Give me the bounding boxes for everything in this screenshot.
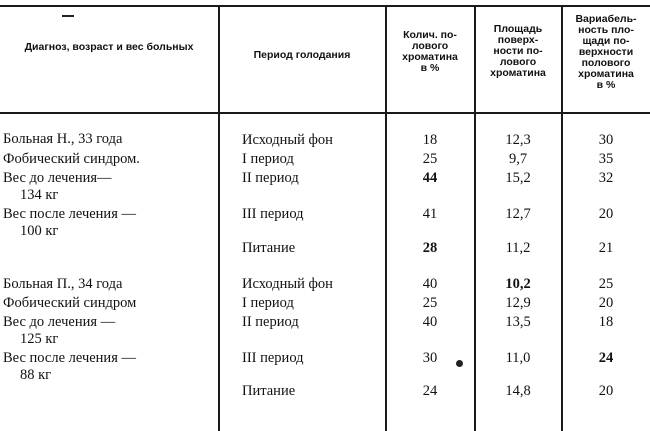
period-cell: Питание xyxy=(242,383,296,399)
header-bottom-rule xyxy=(0,112,650,114)
variability-cell: 20 xyxy=(598,383,614,399)
chromatin-area-cell: 15,2 xyxy=(505,170,531,186)
column-divider-1 xyxy=(218,7,220,431)
dash-mark xyxy=(62,15,74,17)
patient-1-weight-before: Вес до лечения— xyxy=(3,170,112,186)
variability-cell: 21 xyxy=(598,240,614,256)
patient-1-weight-after: Вес после лечения — xyxy=(3,206,136,222)
chromatin-area-cell: 12,7 xyxy=(505,206,531,222)
chromatin-count-cell: 44 xyxy=(422,170,438,186)
patient-1-diagnosis: Фобический синдром. xyxy=(3,151,140,167)
chromatin-area-cell: 12,9 xyxy=(505,295,531,311)
chromatin-count-cell: 40 xyxy=(422,314,438,330)
chromatin-count-cell: 40 xyxy=(422,276,438,292)
variability-cell: 35 xyxy=(598,151,614,167)
patient-2-weight-before: Вес до лечения — xyxy=(3,314,116,330)
header-chromatin-count: Колич. по- лового хроматина в % xyxy=(402,29,458,74)
period-cell: II период xyxy=(242,314,299,330)
period-cell: II период xyxy=(242,170,299,186)
chromatin-area-cell: 12,3 xyxy=(505,132,531,148)
patient-2-weight-after: Вес после лечения — xyxy=(3,350,136,366)
chromatin-count-cell: 18 xyxy=(422,132,438,148)
period-cell: III период xyxy=(242,206,304,222)
patient-1-weight-before-value: 134 кг xyxy=(20,187,59,203)
chromatin-count-cell: 28 xyxy=(422,240,438,256)
patient-1-weight-after-value: 100 кг xyxy=(20,223,59,239)
variability-cell: 32 xyxy=(598,170,614,186)
period-cell: Исходный фон xyxy=(242,276,333,292)
chromatin-area-cell: 9,7 xyxy=(508,151,528,167)
patient-2-weight-after-value: 88 кг xyxy=(20,367,52,383)
chromatin-count-cell: 41 xyxy=(422,206,438,222)
patient-1-name: Больная Н., 33 года xyxy=(3,131,123,147)
header-area-variability: Вариабель- ность пло- щади по- верхности полового хроматина в % xyxy=(575,13,637,91)
period-cell: Питание xyxy=(242,240,296,256)
patient-2-name: Больная П., 34 года xyxy=(3,276,123,292)
chromatin-area-cell: 11,0 xyxy=(505,350,531,366)
chromatin-area-cell: 13,5 xyxy=(505,314,531,330)
variability-cell: 20 xyxy=(598,206,614,222)
patient-2-weight-before-value: 125 кг xyxy=(20,331,59,347)
variability-cell: 30 xyxy=(598,132,614,148)
variability-cell: 25 xyxy=(598,276,614,292)
period-cell: III период xyxy=(242,350,304,366)
patient-2-diagnosis: Фобический синдром xyxy=(3,295,137,311)
chromatin-area-cell: 14,8 xyxy=(505,383,531,399)
header-chromatin-area: Площадь поверх- ности по- лового хроматина xyxy=(490,23,546,79)
chromatin-area-cell: 11,2 xyxy=(505,240,531,256)
period-cell: I период xyxy=(242,295,294,311)
variability-cell: 24 xyxy=(598,350,614,366)
period-cell: Исходный фон xyxy=(242,132,333,148)
variability-cell: 20 xyxy=(598,295,614,311)
chromatin-count-cell: 25 xyxy=(422,295,438,311)
chromatin-area-cell: 10,2 xyxy=(505,276,531,292)
chromatin-count-cell: 30 xyxy=(422,350,438,366)
table-top-rule xyxy=(0,5,650,7)
variability-cell: 18 xyxy=(598,314,614,330)
chromatin-count-cell: 24 xyxy=(422,383,438,399)
header-diagnosis: Диагноз, возраст и вес больных xyxy=(24,41,194,53)
period-cell: I период xyxy=(242,151,294,167)
chromatin-count-cell: 25 xyxy=(422,151,438,167)
header-period: Период голодания xyxy=(253,49,351,61)
